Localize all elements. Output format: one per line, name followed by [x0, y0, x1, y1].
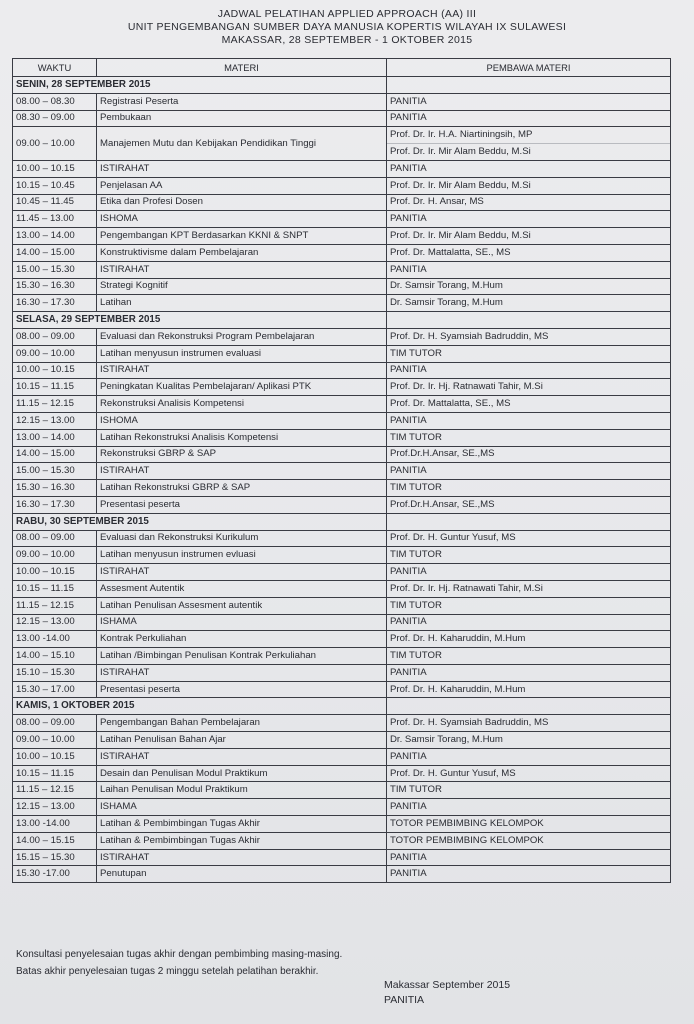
- pembawa-cell: Dr. Samsir Torang, M.Hum: [387, 278, 671, 295]
- materi-cell: ISTIRAHAT: [97, 160, 387, 177]
- table-row: [13, 732, 671, 749]
- table-row: [13, 832, 671, 849]
- pembawa-cell: Prof. Dr. H. Ansar, MS: [387, 194, 671, 211]
- day-empty-cell: [387, 312, 671, 329]
- materi-cell: Presentasi peserta: [97, 496, 387, 513]
- time-cell: 10.00 – 10.15: [13, 748, 97, 765]
- day-empty-cell: [387, 698, 671, 715]
- materi-cell: ISHOMA: [97, 211, 387, 228]
- time-cell: 10.00 – 10.15: [13, 564, 97, 581]
- materi-cell: Latihan Rekonstruksi Analisis Kompetensi: [97, 429, 387, 446]
- table-row: [13, 564, 671, 581]
- materi-cell: Latihan Penulisan Assesment autentik: [97, 597, 387, 614]
- time-cell: 10.00 – 10.15: [13, 362, 97, 379]
- materi-cell: Latihan /Bimbingan Penulisan Kontrak Perkuliahan: [97, 648, 387, 665]
- header-unit: UNIT PENGEMBANGAN SUMBER DAYA MANUSIA KOPERTIS WILAYAH IX SULAWESI: [127, 21, 567, 33]
- pembawa-cell: Prof. Dr. H. Guntur Yusuf, MS: [387, 530, 671, 547]
- note-line: Konsultasi penyelesaian tugas akhir dengan pembimbing masing-masing.: [16, 949, 343, 960]
- table-header-row: [13, 59, 671, 77]
- materi-cell: ISTIRAHAT: [97, 564, 387, 581]
- pembawa-cell: PANITIA: [387, 463, 671, 480]
- materi-cell: Strategi Kognitif: [97, 278, 387, 295]
- table-row: [13, 648, 671, 665]
- table-row: [13, 194, 671, 211]
- time-cell: 13.00 -14.00: [13, 816, 97, 833]
- pembawa-cell: TOTOR PEMBIMBING KELOMPOK: [387, 832, 671, 849]
- schedule-table: [12, 58, 671, 883]
- pembawa-cell: TOTOR PEMBIMBING KELOMPOK: [387, 816, 671, 833]
- time-cell: 14.00 – 15.00: [13, 244, 97, 261]
- materi-cell: ISHAMA: [97, 799, 387, 816]
- pembawa-cell: PANITIA: [387, 412, 671, 429]
- table-row: [13, 765, 671, 782]
- materi-cell: Rekonstruksi GBRP & SAP: [97, 446, 387, 463]
- pembawa-cell: PANITIA: [387, 866, 671, 883]
- pembawa-cell: Prof. Dr. H. Guntur Yusuf, MS: [387, 765, 671, 782]
- header-place-date: MAKASSAR, 28 SEPTEMBER - 1 OKTOBER 2015: [221, 34, 473, 46]
- table-row: [13, 93, 671, 110]
- time-cell: 15.10 – 15.30: [13, 664, 97, 681]
- pembawa-cell: PANITIA: [387, 362, 671, 379]
- pembawa-cell: TIM TUTOR: [387, 597, 671, 614]
- day-label: SELASA, 29 SEPTEMBER 2015: [13, 312, 387, 329]
- pembawa-cell: Prof. Dr. Ir. Hj. Ratnawati Tahir, M.Si: [387, 580, 671, 597]
- table-row: [13, 782, 671, 799]
- materi-cell: Latihan: [97, 295, 387, 312]
- table-row: [13, 211, 671, 228]
- materi-cell: Penjelasan AA: [97, 177, 387, 194]
- table-row: [13, 580, 671, 597]
- table-row: [13, 681, 671, 698]
- pembawa-cell: Prof. Dr. H. Syamsiah Badruddin, MS: [387, 715, 671, 732]
- materi-cell: ISTIRAHAT: [97, 664, 387, 681]
- note-line: Batas akhir penyelesaian tugas 2 minggu setelah pelatihan berakhir.: [16, 966, 319, 977]
- time-cell: 08.00 – 08.30: [13, 93, 97, 110]
- time-cell: 10.15 – 11.15: [13, 379, 97, 396]
- day-header-row: [13, 698, 671, 715]
- table-row: [13, 379, 671, 396]
- time-cell: 08.00 – 09.00: [13, 715, 97, 732]
- time-cell: 09.00 – 10.00: [13, 547, 97, 564]
- table-row: [13, 345, 671, 362]
- time-cell: 15.30 -17.00: [13, 866, 97, 883]
- table-row: [13, 530, 671, 547]
- document-header: [0, 8, 694, 47]
- table-row: [13, 597, 671, 614]
- time-cell: 11.15 – 12.15: [13, 782, 97, 799]
- pembawa-cell: Prof. Dr. H. Kaharuddin, M.Hum: [387, 631, 671, 648]
- table-row: [13, 849, 671, 866]
- table-row: [13, 496, 671, 513]
- materi-cell: Latihan Rekonstruksi GBRP & SAP: [97, 480, 387, 497]
- pembawa-cell: PANITIA: [387, 211, 671, 228]
- pembawa-cell: Prof.Dr.H.Ansar, SE.,MS: [387, 496, 671, 513]
- time-cell: 12.15 – 13.00: [13, 799, 97, 816]
- time-cell: 10.15 – 11.15: [13, 580, 97, 597]
- table-row: [13, 160, 671, 177]
- materi-cell: Konstruktivisme dalam Pembelajaran: [97, 244, 387, 261]
- materi-cell: Kontrak Perkuliahan: [97, 631, 387, 648]
- table-row: [13, 244, 671, 261]
- materi-cell: ISTIRAHAT: [97, 849, 387, 866]
- time-cell: 10.15 – 10.45: [13, 177, 97, 194]
- pembawa-cell: PANITIA: [387, 799, 671, 816]
- pembawa-cell: [387, 127, 671, 161]
- pembawa-cell: Dr. Samsir Torang, M.Hum: [387, 732, 671, 749]
- pembawa-cell: PANITIA: [387, 110, 671, 127]
- table-row: [13, 664, 671, 681]
- materi-cell: Pembukaan: [97, 110, 387, 127]
- materi-cell: ISTIRAHAT: [97, 748, 387, 765]
- time-cell: 14.00 – 15.00: [13, 446, 97, 463]
- time-cell: 08.00 – 09.00: [13, 530, 97, 547]
- column-header-materi: MATERI: [97, 59, 387, 77]
- time-cell: 08.00 – 09.00: [13, 328, 97, 345]
- materi-cell: Latihan & Pembimbingan Tugas Akhir: [97, 816, 387, 833]
- materi-cell: Pengembangan Bahan Pembelajaran: [97, 715, 387, 732]
- pembawa-cell: PANITIA: [387, 261, 671, 278]
- pembawa-cell: Prof. Dr. Mattalatta, SE., MS: [387, 244, 671, 261]
- day-header-row: [13, 312, 671, 329]
- materi-cell: Latihan & Pembimbingan Tugas Akhir: [97, 832, 387, 849]
- notes: [16, 946, 656, 980]
- table-row: [13, 614, 671, 631]
- pembawa-cell: TIM TUTOR: [387, 480, 671, 497]
- table-row: [13, 429, 671, 446]
- table-row: [13, 446, 671, 463]
- pembawa-cell: Prof. Dr. H. Syamsiah Badruddin, MS: [387, 328, 671, 345]
- day-header-row: [13, 513, 671, 530]
- time-cell: 10.45 – 11.45: [13, 194, 97, 211]
- materi-cell: Registrasi Peserta: [97, 93, 387, 110]
- time-cell: 09.00 – 10.00: [13, 732, 97, 749]
- materi-cell: Latihan Penulisan Bahan Ajar: [97, 732, 387, 749]
- time-cell: 15.00 – 15.30: [13, 261, 97, 278]
- pembawa-cell: PANITIA: [387, 160, 671, 177]
- time-cell: 09.00 – 10.00: [13, 127, 97, 161]
- materi-cell: Desain dan Penulisan Modul Praktikum: [97, 765, 387, 782]
- column-header-waktu: WAKTU: [13, 59, 97, 77]
- time-cell: 13.00 – 14.00: [13, 429, 97, 446]
- table-row: [13, 463, 671, 480]
- table-row: [13, 295, 671, 312]
- materi-cell: ISTIRAHAT: [97, 362, 387, 379]
- materi-cell: ISTIRAHAT: [97, 463, 387, 480]
- pembawa-cell: Dr. Samsir Torang, M.Hum: [387, 295, 671, 312]
- pembawa-cell: Prof.Dr.H.Ansar, SE.,MS: [387, 446, 671, 463]
- time-cell: 08.30 – 09.00: [13, 110, 97, 127]
- signature-place-date: Makassar September 2015: [384, 979, 511, 991]
- materi-cell: Rekonstruksi Analisis Kompetensi: [97, 396, 387, 413]
- time-cell: 10.00 – 10.15: [13, 160, 97, 177]
- time-cell: 13.00 -14.00: [13, 631, 97, 648]
- pembawa-cell: TIM TUTOR: [387, 648, 671, 665]
- pembawa-cell: PANITIA: [387, 564, 671, 581]
- materi-cell: Evaluasi dan Rekonstruksi Program Pembelajaran: [97, 328, 387, 345]
- pembawa-cell: PANITIA: [387, 748, 671, 765]
- table-row: [13, 480, 671, 497]
- pembawa-cell: Prof. Dr. Ir. Hj. Ratnawati Tahir, M.Si: [387, 379, 671, 396]
- day-label: SENIN, 28 SEPTEMBER 2015: [13, 77, 387, 94]
- day-label: RABU, 30 SEPTEMBER 2015: [13, 513, 387, 530]
- materi-cell: Pengembangan KPT Berdasarkan KKNI & SNPT: [97, 228, 387, 245]
- table-row: [13, 261, 671, 278]
- time-cell: 11.15 – 12.15: [13, 396, 97, 413]
- time-cell: 10.15 – 11.15: [13, 765, 97, 782]
- time-cell: 15.30 – 16.30: [13, 278, 97, 295]
- table-row: [13, 866, 671, 883]
- pembawa-cell: TIM TUTOR: [387, 782, 671, 799]
- pembawa-cell: TIM TUTOR: [387, 547, 671, 564]
- table-row: [13, 547, 671, 564]
- table-row: [13, 715, 671, 732]
- table-row: [13, 799, 671, 816]
- table-row: [13, 177, 671, 194]
- time-cell: 15.30 – 16.30: [13, 480, 97, 497]
- time-cell: 09.00 – 10.00: [13, 345, 97, 362]
- day-header-row: [13, 77, 671, 94]
- pembawa-name: Prof. Dr. Ir. Mir Alam Beddu, M.Si: [387, 143, 670, 160]
- time-cell: 13.00 – 14.00: [13, 228, 97, 245]
- materi-cell: Latihan menyusun instrumen evluasi: [97, 547, 387, 564]
- header-title: JADWAL PELATIHAN APPLIED APPROACH (AA) III: [217, 8, 477, 20]
- pembawa-cell: TIM TUTOR: [387, 429, 671, 446]
- time-cell: 15.30 – 17.00: [13, 681, 97, 698]
- time-cell: 14.00 – 15.10: [13, 648, 97, 665]
- time-cell: 12.15 – 13.00: [13, 614, 97, 631]
- pembawa-cell: PANITIA: [387, 849, 671, 866]
- table-row: [13, 110, 671, 127]
- time-cell: 14.00 – 15.15: [13, 832, 97, 849]
- materi-cell: Presentasi peserta: [97, 681, 387, 698]
- pembawa-cell: Prof. Dr. H. Kaharuddin, M.Hum: [387, 681, 671, 698]
- time-cell: 11.45 – 13.00: [13, 211, 97, 228]
- pembawa-cell: PANITIA: [387, 93, 671, 110]
- table-row: [13, 396, 671, 413]
- time-cell: 15.00 – 15.30: [13, 463, 97, 480]
- schedule-body: [13, 77, 671, 883]
- time-cell: 12.15 – 13.00: [13, 412, 97, 429]
- materi-cell: Penutupan: [97, 866, 387, 883]
- time-cell: 15.15 – 15.30: [13, 849, 97, 866]
- time-cell: 16.30 – 17.30: [13, 295, 97, 312]
- table-row: [13, 816, 671, 833]
- day-empty-cell: [387, 77, 671, 94]
- materi-cell: Peningkatan Kualitas Pembelajaran/ Aplikasi PTK: [97, 379, 387, 396]
- materi-cell: Assesment Autentik: [97, 580, 387, 597]
- pembawa-cell: PANITIA: [387, 664, 671, 681]
- day-empty-cell: [387, 513, 671, 530]
- pembawa-cell: Prof. Dr. Ir. Mir Alam Beddu, M.Si: [387, 228, 671, 245]
- table-row: [13, 412, 671, 429]
- time-cell: 11.15 – 12.15: [13, 597, 97, 614]
- materi-cell: Manajemen Mutu dan Kebijakan Pendidikan Tinggi: [97, 127, 387, 161]
- table-row: [13, 127, 671, 161]
- table-row: [13, 228, 671, 245]
- materi-cell: Latihan menyusun instrumen evaluasi: [97, 345, 387, 362]
- table-row: [13, 631, 671, 648]
- materi-cell: ISHAMA: [97, 614, 387, 631]
- table-row: [13, 748, 671, 765]
- signature-org: PANITIA: [384, 994, 425, 1006]
- table-row: [13, 328, 671, 345]
- materi-cell: ISHOMA: [97, 412, 387, 429]
- materi-cell: Etika dan Profesi Dosen: [97, 194, 387, 211]
- signature-block: [384, 978, 510, 1008]
- pembawa-cell: Prof. Dr. Mattalatta, SE., MS: [387, 396, 671, 413]
- materi-cell: Evaluasi dan Rekonstruksi Kurikulum: [97, 530, 387, 547]
- pembawa-name: Prof. Dr. Ir. H.A. Niartiningsih, MP: [390, 129, 533, 141]
- table-row: [13, 278, 671, 295]
- day-label: KAMIS, 1 OKTOBER 2015: [13, 698, 387, 715]
- pembawa-cell: PANITIA: [387, 614, 671, 631]
- materi-cell: Laihan Penulisan Modul Praktikum: [97, 782, 387, 799]
- column-header-pembawa: PEMBAWA MATERI: [387, 59, 671, 77]
- pembawa-cell: Prof. Dr. Ir. Mir Alam Beddu, M.Si: [387, 177, 671, 194]
- pembawa-cell: TIM TUTOR: [387, 345, 671, 362]
- time-cell: 16.30 – 17.30: [13, 496, 97, 513]
- table-row: [13, 362, 671, 379]
- materi-cell: ISTIRAHAT: [97, 261, 387, 278]
